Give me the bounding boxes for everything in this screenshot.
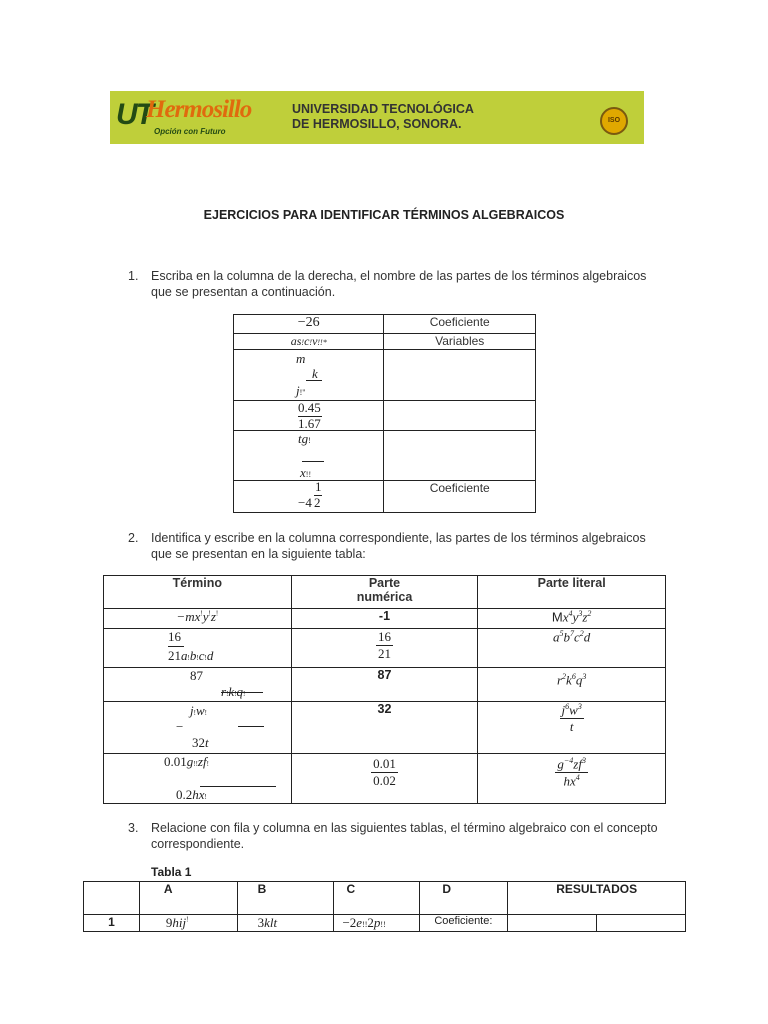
table-row bbox=[234, 350, 536, 401]
table-row bbox=[104, 754, 666, 804]
q2-line-2: que se presentan en la siguiente tabla: bbox=[151, 547, 366, 561]
q2-number: 2. bbox=[128, 531, 139, 545]
q2-line-1: Identifica y escribe en la columna correspondiente, las partes de los términos algebraicos bbox=[151, 531, 646, 545]
literal-cell[interactable]: $\frac{g^{-4}zf^3}{hx^4}$ bbox=[478, 754, 666, 804]
table-row bbox=[234, 401, 536, 431]
term-cell: 1 −4 2 bbox=[234, 481, 384, 513]
q3-table bbox=[83, 881, 686, 932]
page-title: EJERCICIOS PARA IDENTIFICAR TÉRMINOS ALGEBRAICOS bbox=[203, 208, 565, 222]
term-cell: 0.01g!!zf! 0.2hx! bbox=[104, 754, 292, 804]
literal-cell[interactable]: $Mx^4y^3z^2$ bbox=[478, 609, 666, 629]
table-row bbox=[234, 481, 536, 513]
term-cell: j!w! − 32t bbox=[104, 702, 292, 754]
numeric-cell[interactable]: $\frac{16}{21}$ bbox=[291, 629, 478, 668]
result-cell-2[interactable] bbox=[597, 915, 686, 932]
table-1-label: Tabla 1 bbox=[151, 865, 192, 879]
logo-ut-text: UT bbox=[116, 98, 152, 131]
table-row bbox=[234, 431, 536, 481]
header-parte-numerica: Parte numérica bbox=[291, 576, 478, 609]
numeric-cell[interactable]: 32 bbox=[291, 702, 478, 754]
table-row bbox=[234, 315, 536, 334]
q3-number: 3. bbox=[128, 821, 139, 835]
header-row bbox=[104, 576, 666, 609]
table-row bbox=[104, 702, 666, 754]
logo-tagline: Opción con Futuro bbox=[154, 127, 226, 136]
answer-cell[interactable] bbox=[384, 350, 536, 401]
cell-d[interactable]: Coeficiente: bbox=[420, 915, 508, 932]
cell-c[interactable]: −2e!!2p!! bbox=[334, 915, 420, 932]
table-row bbox=[84, 915, 686, 932]
cell-a[interactable]: 9hij! bbox=[139, 915, 237, 932]
answer-cell[interactable]: Coeficiente bbox=[384, 315, 536, 334]
table-row bbox=[104, 668, 666, 702]
q1-instructions bbox=[151, 268, 671, 300]
university-line-2: DE HERMOSILLO, SONORA. bbox=[292, 117, 462, 131]
university-line-1: UNIVERSIDAD TECNOLÓGICA bbox=[292, 102, 474, 116]
q3-instructions bbox=[151, 820, 671, 852]
answer-cell[interactable] bbox=[384, 401, 536, 431]
term-cell: −26 bbox=[234, 315, 384, 334]
q1-table bbox=[233, 314, 536, 513]
header-d: D bbox=[420, 882, 508, 915]
table-row bbox=[104, 629, 666, 668]
header-c: C bbox=[334, 882, 420, 915]
ut-hermosillo-logo bbox=[116, 94, 266, 141]
term-cell: −mx!y!z! bbox=[104, 609, 292, 629]
result-cell-1[interactable] bbox=[508, 915, 597, 932]
numeric-cell[interactable]: 87 bbox=[291, 668, 478, 702]
q3-line-1: Relacione con fila y columna en las siguientes tablas, el término algebraico con el concepto bbox=[151, 821, 658, 835]
q2-table bbox=[103, 575, 666, 804]
table-row bbox=[104, 609, 666, 629]
answer-cell[interactable]: Coeficiente bbox=[384, 481, 536, 513]
numeric-cell[interactable]: -1 bbox=[291, 609, 478, 629]
iso-seal-icon: ISO bbox=[600, 107, 628, 135]
term-cell: 16 21a!b!c!d bbox=[104, 629, 292, 668]
term-cell: m k j!" bbox=[234, 350, 384, 401]
header-b: B bbox=[237, 882, 334, 915]
cell-b[interactable]: 3klt bbox=[237, 915, 334, 932]
numeric-cell[interactable]: $\frac{0.01}{0.02}$ bbox=[291, 754, 478, 804]
q1-line-1: Escriba en la columna de la derecha, el nombre de las partes de los términos algebraicos bbox=[151, 269, 647, 283]
university-banner bbox=[110, 91, 644, 144]
q1-line-2: que se presentan a continuación. bbox=[151, 285, 336, 299]
q1-number: 1. bbox=[128, 269, 139, 283]
header-termino: Término bbox=[104, 576, 292, 609]
term-cell: tg! x!! bbox=[234, 431, 384, 481]
table-row bbox=[234, 334, 536, 350]
row-number: 1 bbox=[84, 915, 140, 932]
header-resultados: RESULTADOS bbox=[508, 882, 686, 915]
term-cell: 87 r!k!q! bbox=[104, 668, 292, 702]
q3-line-2: correspondiente. bbox=[151, 837, 245, 851]
q2-instructions bbox=[151, 530, 671, 562]
term-cell: 0.45 1.67 bbox=[234, 401, 384, 431]
term-cell: as!c!v!!* bbox=[234, 334, 384, 350]
logo-hermosillo-text: Hermosillo bbox=[146, 96, 252, 123]
literal-cell[interactable]: $r^2k^6q^3$ bbox=[478, 668, 666, 702]
literal-cell[interactable]: $a^5b^7c^2d$ bbox=[478, 629, 666, 668]
literal-cell[interactable]: $\frac{j^6w^3}{t}$ bbox=[478, 702, 666, 754]
header-parte-literal: Parte literal bbox=[478, 576, 666, 609]
header-a: A bbox=[139, 882, 237, 915]
header-row bbox=[84, 882, 686, 915]
answer-cell[interactable]: Variables bbox=[384, 334, 536, 350]
answer-cell[interactable] bbox=[384, 431, 536, 481]
header-empty bbox=[84, 882, 140, 915]
university-name bbox=[292, 102, 474, 132]
